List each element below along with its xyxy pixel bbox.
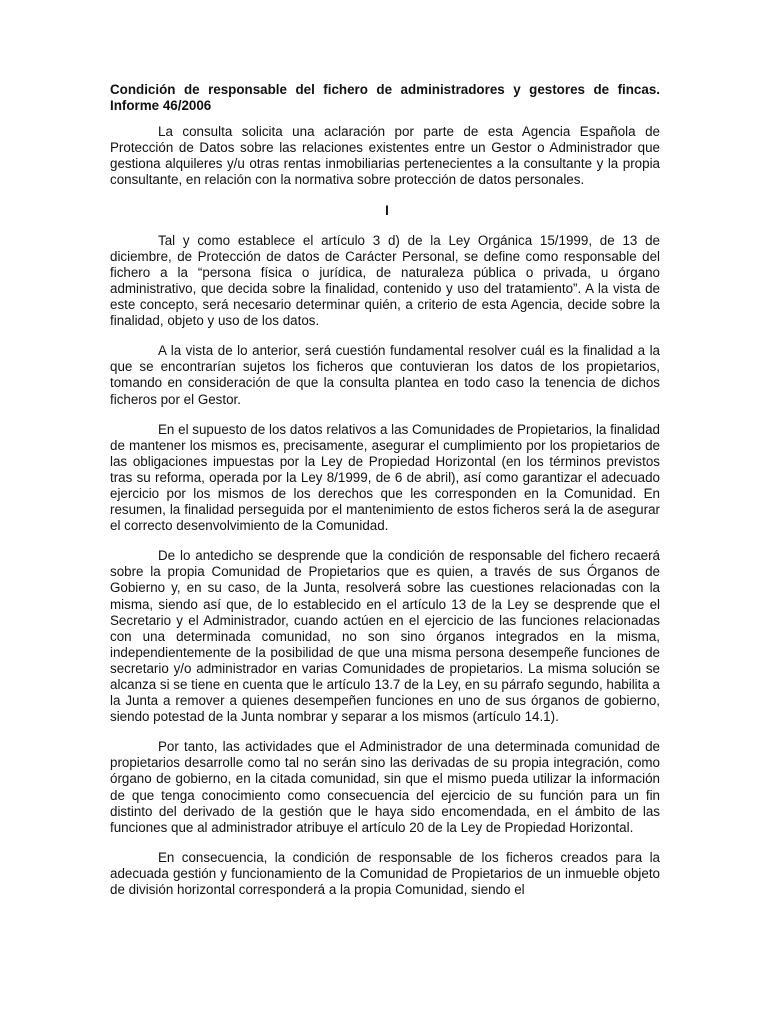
- paragraph-2: A la vista de lo anterior, será cuestión fundamental resolver cuál es la finalidad a la que se encontrarían sujetos los ficheros que contuvieran los datos de los propietarios, tomando en consideración de que la consulta plantea en todo caso la tenencia de dichos ficheros por el Gestor.: [110, 343, 660, 407]
- document-title: [110, 82, 660, 114]
- title-line-2: Informe 46/2006: [110, 98, 212, 114]
- paragraph-6: En consecuencia, la condición de responsable de los ficheros creados para la adecuada gestión y funcionamiento de la Comunidad de Propietarios de un inmueble objeto de división horizontal corresponderá a la propia Comunidad, siendo el: [110, 849, 660, 898]
- document-page: [110, 82, 660, 912]
- section-number: I: [385, 202, 389, 218]
- paragraph-1: Tal y como establece el artículo 3 d) de la Ley Orgánica 15/1999, de 13 de diciembre, de Protección de datos de Carácter Personal, se define como responsable del fichero a la “persona física o jurídica, de naturaleza pública o privada, u órgano administrativo, que decida sobre la finalidad, contenido y uso del tratamiento”. A la vista de este concepto, será necesario determinar quién, a criterio de esta Agencia, decide sobre la finalidad, objeto y uso de los datos.: [110, 232, 660, 329]
- intro-paragraph: La consulta solicita una aclaración por parte de esta Agencia Española de Protección de Datos sobre las relaciones existentes entre un Gestor o Administrador que gestiona alquileres y/u otras rentas inmobiliarias pertenecientes a la consultante y la propia consultante, en relación con la normativa sobre protección de datos personales.: [110, 124, 660, 188]
- title-line-1: Condición de responsable del fichero de administradores y gestores de fincas.: [110, 82, 660, 97]
- paragraph-3: En el supuesto de los datos relativos a las Comunidades de Propietarios, la finalidad de mantener los mismos es, precisamente, asegurar el cumplimiento por los propietarios de las obligaciones impuestas por la Ley de Propiedad Horizontal (en los términos previstos tras su reforma, operada por la Ley 8/1999, de 6 de abril), así como garantizar el adecuado ejercicio por los mismos de los derechos que les corresponden en la Comunidad. En resumen, la finalidad perseguida por el mantenimiento de estos ficheros será la de asegurar el correcto desenvolvimiento de la Comunidad.: [110, 421, 660, 534]
- paragraph-5: Por tanto, las actividades que el Administrador de una determinada comunidad de propietarios desarrolle como tal no serán sino las derivadas de su propia integración, como órgano de gobierno, en la citada comunidad, sin que el mismo pueda utilizar la información de que tenga conocimiento como consecuencia del ejercicio de su función para un fin distinto del derivado de la gestión que le haya sido encomendada, en el ámbito de las funciones que al administrador atribuye el artículo 20 de la Ley de Propiedad Horizontal.: [110, 739, 660, 835]
- paragraph-4: De lo antedicho se desprende que la condición de responsable del fichero recaerá sobre la propia Comunidad de Propietarios que es quien, a través de sus Órganos de Gobierno y, en su caso, de la Junta, resolverá sobre las cuestiones relacionadas con la misma, siendo así que, de lo establecido en el artículo 13 de la Ley se desprende que el Secretario y el Administrador, cuando actúen en el ejercicio de las funciones relacionadas con una determinada comunidad, no son sino órganos integrados en la misma, independientemente de la posibilidad de que una misma persona desempeñe funciones de secretario y/o administrador en varias Comunidades de propietarios. La misma solución se alcanza si se tiene en cuenta que le artículo 13.7 de la Ley, en su párrafo segundo, habilita a la Junta a remover a quienes desempeñen funciones en uno de sus órganos de gobierno, siendo potestad de la Junta nombrar y separar a los mismos (artículo 14.1).: [110, 548, 660, 725]
